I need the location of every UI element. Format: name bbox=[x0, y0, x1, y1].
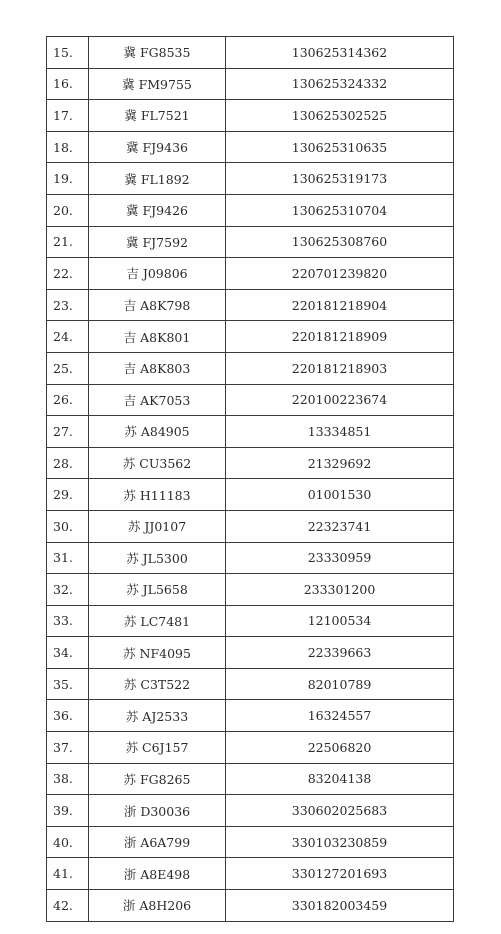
id-number-cell: 330127201693 bbox=[226, 858, 454, 890]
row-index-cell: 40. bbox=[47, 826, 89, 858]
row-index-cell: 33. bbox=[47, 605, 89, 637]
plate-number-cell: 苏 A84905 bbox=[89, 416, 226, 448]
plate-number-cell: 苏 JL5658 bbox=[89, 574, 226, 606]
id-number-cell: 16324557 bbox=[226, 700, 454, 732]
table-row bbox=[47, 100, 454, 132]
plate-number-cell: 冀 FJ7592 bbox=[89, 226, 226, 258]
plate-number-cell: 浙 A8H206 bbox=[89, 890, 226, 922]
plate-number-cell: 吉 A8K798 bbox=[89, 289, 226, 321]
row-index-cell: 26. bbox=[47, 384, 89, 416]
table-row bbox=[47, 194, 454, 226]
id-number-cell: 330103230859 bbox=[226, 826, 454, 858]
id-number-cell: 130625314362 bbox=[226, 37, 454, 69]
id-number-cell: 130625324332 bbox=[226, 68, 454, 100]
table-row bbox=[47, 258, 454, 290]
plate-number-cell: 苏 NF4095 bbox=[89, 637, 226, 669]
row-index-cell: 20. bbox=[47, 194, 89, 226]
id-number-cell: 220181218904 bbox=[226, 289, 454, 321]
plate-number-cell: 苏 JL5300 bbox=[89, 542, 226, 574]
row-index-cell: 36. bbox=[47, 700, 89, 732]
table-row bbox=[47, 163, 454, 195]
plate-number-cell: 苏 C3T522 bbox=[89, 668, 226, 700]
row-index-cell: 29. bbox=[47, 479, 89, 511]
id-number-cell: 220181218903 bbox=[226, 352, 454, 384]
vehicle-table-container bbox=[46, 36, 454, 922]
table-row bbox=[47, 637, 454, 669]
table-row bbox=[47, 605, 454, 637]
row-index-cell: 35. bbox=[47, 668, 89, 700]
vehicle-table bbox=[46, 36, 454, 922]
table-row bbox=[47, 826, 454, 858]
table-row bbox=[47, 479, 454, 511]
plate-number-cell: 冀 FJ9426 bbox=[89, 194, 226, 226]
row-index-cell: 15. bbox=[47, 37, 89, 69]
id-number-cell: 83204138 bbox=[226, 763, 454, 795]
id-number-cell: 23330959 bbox=[226, 542, 454, 574]
id-number-cell: 130625310704 bbox=[226, 194, 454, 226]
row-index-cell: 17. bbox=[47, 100, 89, 132]
plate-number-cell: 冀 FM9755 bbox=[89, 68, 226, 100]
table-row bbox=[47, 321, 454, 353]
plate-number-cell: 苏 CU3562 bbox=[89, 447, 226, 479]
id-number-cell: 22339663 bbox=[226, 637, 454, 669]
table-row bbox=[47, 352, 454, 384]
id-number-cell: 130625319173 bbox=[226, 163, 454, 195]
plate-number-cell: 冀 FL7521 bbox=[89, 100, 226, 132]
plate-number-cell: 苏 AJ2533 bbox=[89, 700, 226, 732]
plate-number-cell: 苏 H11183 bbox=[89, 479, 226, 511]
id-number-cell: 12100534 bbox=[226, 605, 454, 637]
id-number-cell: 330182003459 bbox=[226, 890, 454, 922]
row-index-cell: 16. bbox=[47, 68, 89, 100]
row-index-cell: 42. bbox=[47, 890, 89, 922]
row-index-cell: 39. bbox=[47, 795, 89, 827]
plate-number-cell: 吉 A8K803 bbox=[89, 352, 226, 384]
table-row bbox=[47, 131, 454, 163]
plate-number-cell: 浙 D30036 bbox=[89, 795, 226, 827]
id-number-cell: 01001530 bbox=[226, 479, 454, 511]
row-index-cell: 27. bbox=[47, 416, 89, 448]
id-number-cell: 220181218909 bbox=[226, 321, 454, 353]
id-number-cell: 233301200 bbox=[226, 574, 454, 606]
table-row bbox=[47, 68, 454, 100]
id-number-cell: 130625310635 bbox=[226, 131, 454, 163]
table-row bbox=[47, 763, 454, 795]
vehicle-table-body bbox=[47, 37, 454, 922]
row-index-cell: 31. bbox=[47, 542, 89, 574]
table-row bbox=[47, 668, 454, 700]
id-number-cell: 21329692 bbox=[226, 447, 454, 479]
id-number-cell: 22506820 bbox=[226, 732, 454, 764]
plate-number-cell: 浙 A8E498 bbox=[89, 858, 226, 890]
plate-number-cell: 浙 A6A799 bbox=[89, 826, 226, 858]
table-row bbox=[47, 890, 454, 922]
plate-number-cell: 冀 FG8535 bbox=[89, 37, 226, 69]
row-index-cell: 24. bbox=[47, 321, 89, 353]
plate-number-cell: 吉 J09806 bbox=[89, 258, 226, 290]
plate-number-cell: 苏 FG8265 bbox=[89, 763, 226, 795]
table-row bbox=[47, 700, 454, 732]
id-number-cell: 330602025683 bbox=[226, 795, 454, 827]
row-index-cell: 18. bbox=[47, 131, 89, 163]
id-number-cell: 13334851 bbox=[226, 416, 454, 448]
row-index-cell: 23. bbox=[47, 289, 89, 321]
table-row bbox=[47, 574, 454, 606]
id-number-cell: 22323741 bbox=[226, 510, 454, 542]
plate-number-cell: 冀 FL1892 bbox=[89, 163, 226, 195]
id-number-cell: 130625302525 bbox=[226, 100, 454, 132]
id-number-cell: 82010789 bbox=[226, 668, 454, 700]
plate-number-cell: 吉 AK7053 bbox=[89, 384, 226, 416]
row-index-cell: 30. bbox=[47, 510, 89, 542]
table-row bbox=[47, 447, 454, 479]
table-row bbox=[47, 226, 454, 258]
plate-number-cell: 吉 A8K801 bbox=[89, 321, 226, 353]
table-row bbox=[47, 858, 454, 890]
row-index-cell: 34. bbox=[47, 637, 89, 669]
id-number-cell: 220100223674 bbox=[226, 384, 454, 416]
table-row bbox=[47, 37, 454, 69]
row-index-cell: 41. bbox=[47, 858, 89, 890]
table-row bbox=[47, 416, 454, 448]
plate-number-cell: 苏 JJ0107 bbox=[89, 510, 226, 542]
table-row bbox=[47, 795, 454, 827]
table-row bbox=[47, 384, 454, 416]
table-row bbox=[47, 732, 454, 764]
plate-number-cell: 苏 LC7481 bbox=[89, 605, 226, 637]
plate-number-cell: 冀 FJ9436 bbox=[89, 131, 226, 163]
table-row bbox=[47, 289, 454, 321]
row-index-cell: 22. bbox=[47, 258, 89, 290]
row-index-cell: 32. bbox=[47, 574, 89, 606]
row-index-cell: 28. bbox=[47, 447, 89, 479]
row-index-cell: 38. bbox=[47, 763, 89, 795]
table-row bbox=[47, 542, 454, 574]
row-index-cell: 25. bbox=[47, 352, 89, 384]
plate-number-cell: 苏 C6J157 bbox=[89, 732, 226, 764]
row-index-cell: 37. bbox=[47, 732, 89, 764]
table-row bbox=[47, 510, 454, 542]
row-index-cell: 21. bbox=[47, 226, 89, 258]
id-number-cell: 130625308760 bbox=[226, 226, 454, 258]
id-number-cell: 220701239820 bbox=[226, 258, 454, 290]
row-index-cell: 19. bbox=[47, 163, 89, 195]
